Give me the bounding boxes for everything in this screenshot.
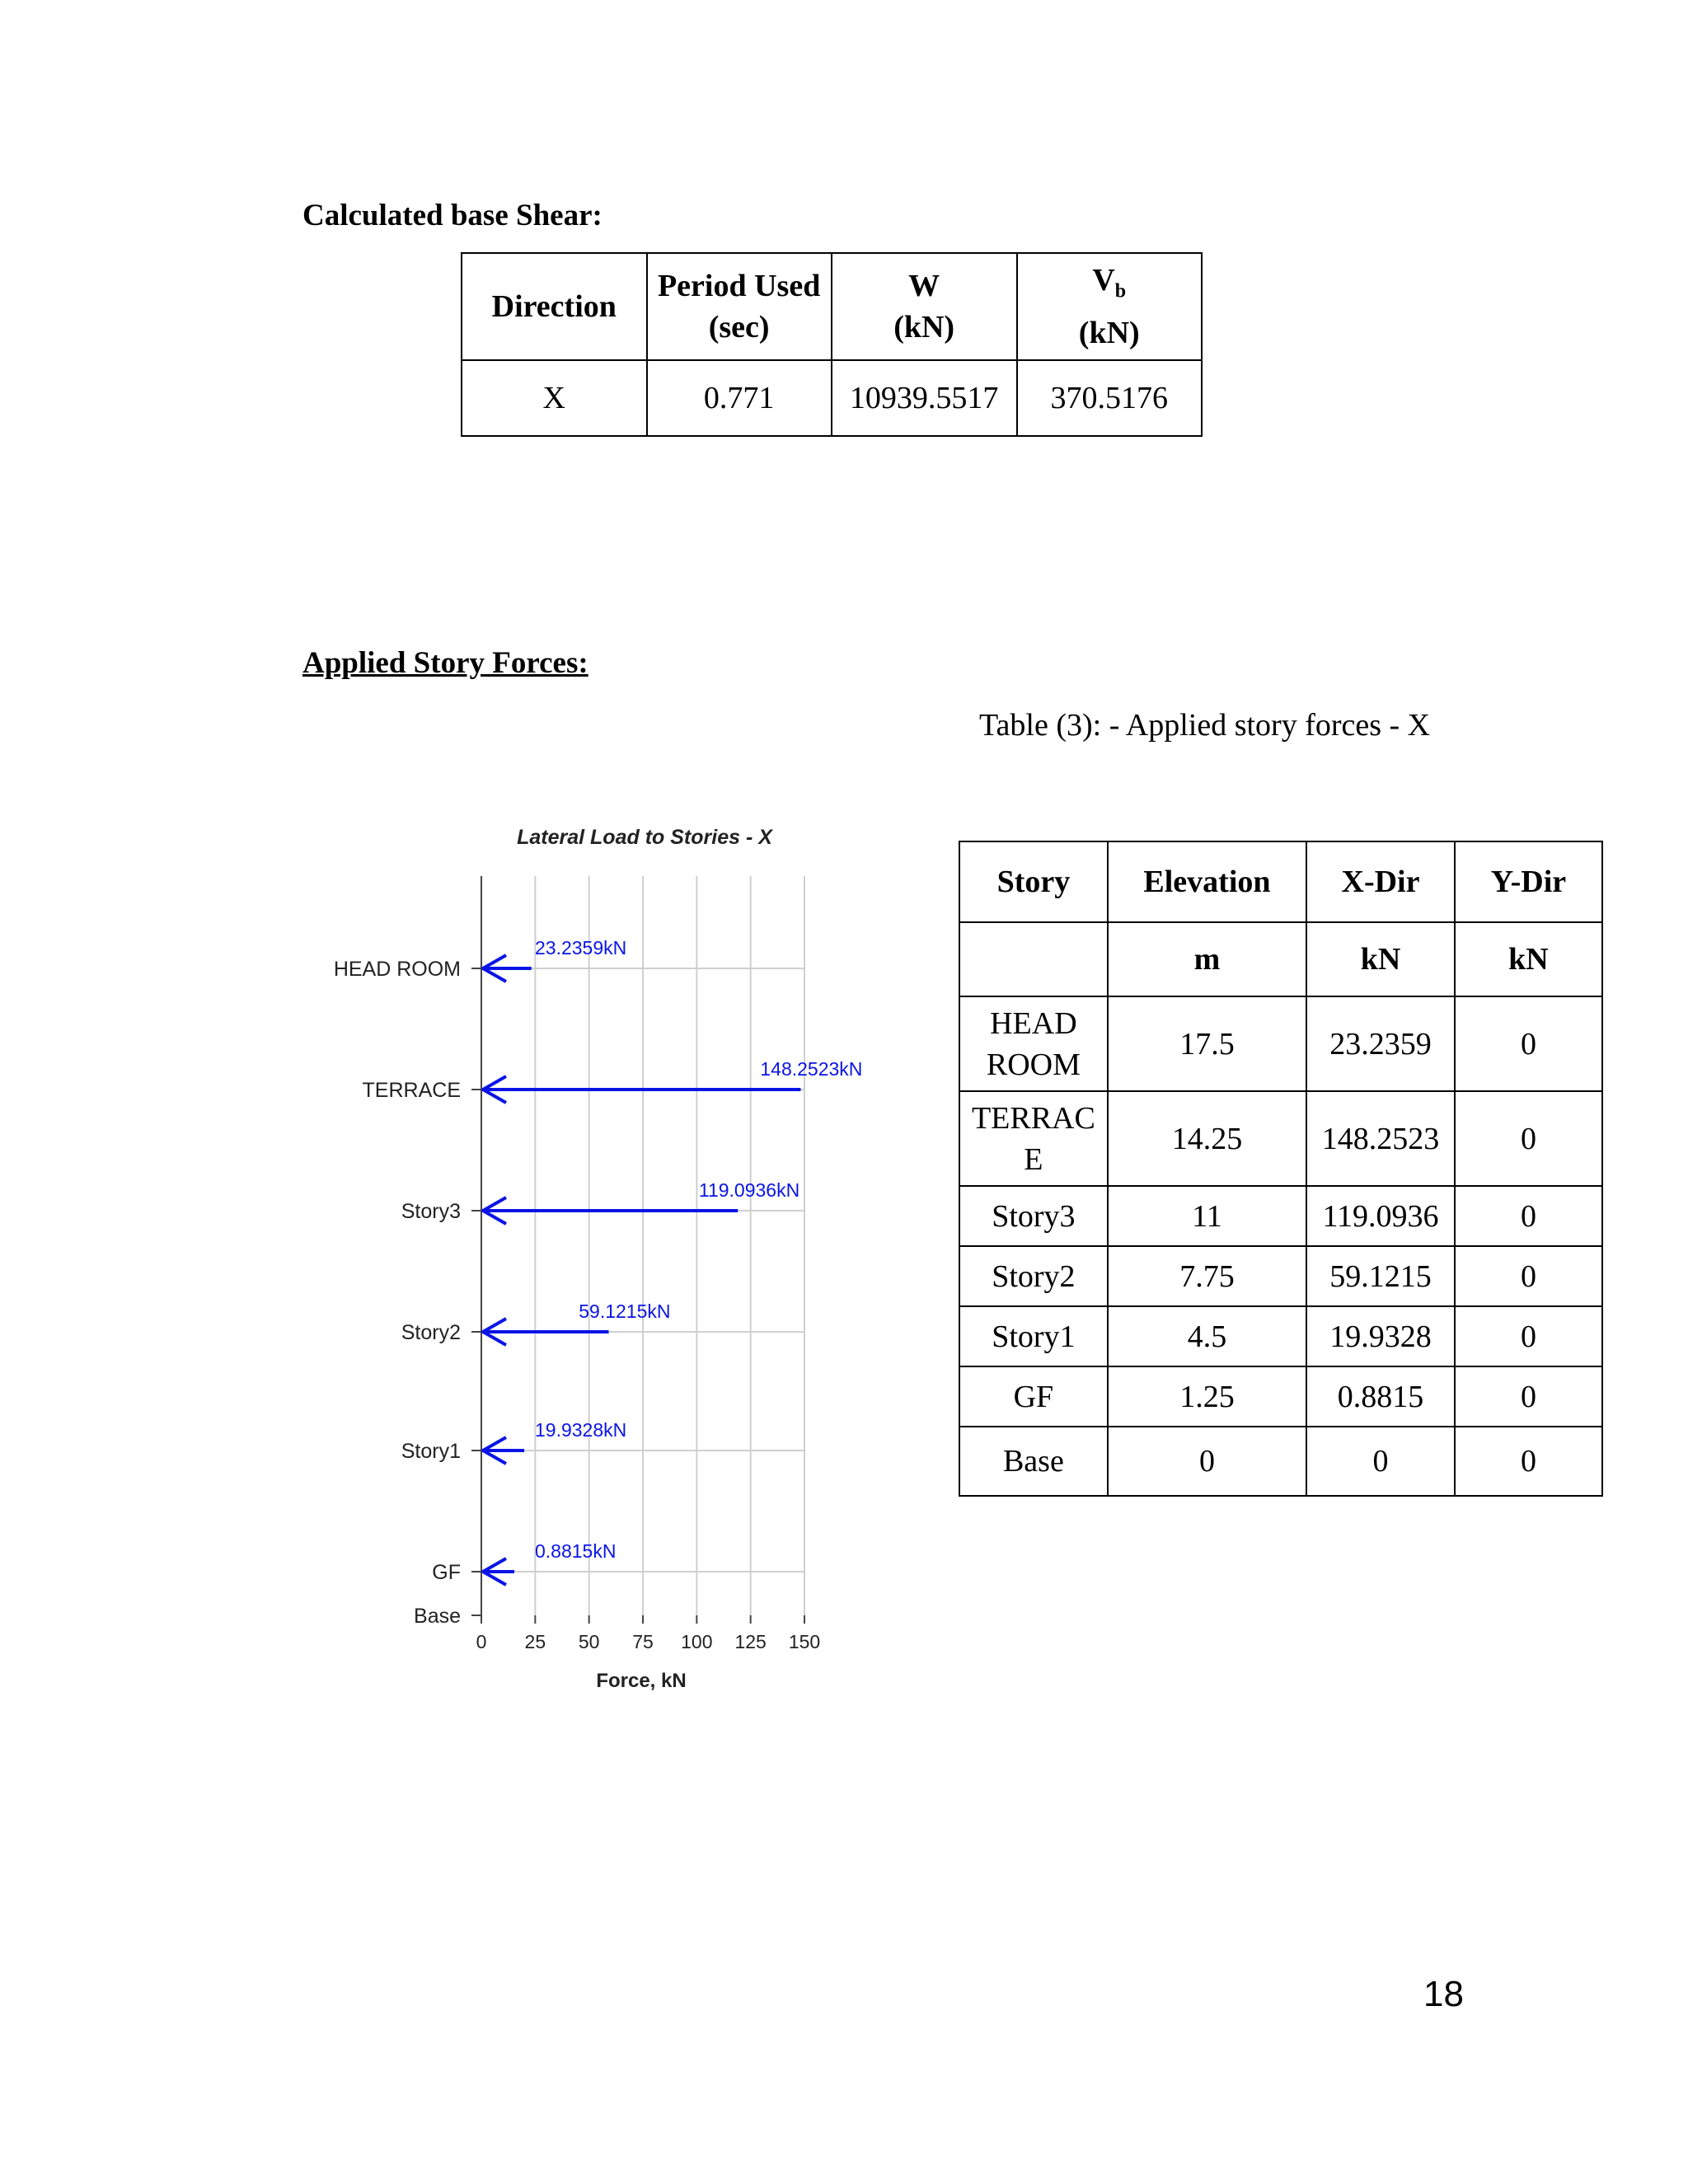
cell-y-dir: 0 (1455, 1366, 1602, 1427)
header-direction: Direction (462, 253, 647, 360)
cell-x-dir: 59.1215 (1306, 1246, 1455, 1306)
cell-x-dir: 23.2359 (1306, 996, 1455, 1091)
y-tick-label: Story1 (401, 1440, 461, 1463)
cell-story: Story3 (959, 1186, 1108, 1246)
cell-vb: 370.5176 (1017, 360, 1203, 436)
cell-y-dir: 0 (1455, 1306, 1602, 1366)
table-header-row (462, 253, 1202, 360)
lateral-load-chart (305, 820, 882, 1702)
x-tick-label: 25 (524, 1631, 546, 1652)
unit-elevation: m (1108, 922, 1306, 996)
cell-y-dir: 0 (1455, 1427, 1602, 1496)
table-row (959, 1366, 1602, 1427)
data-label: 19.9328kN (535, 1419, 627, 1441)
x-tick-label: 75 (632, 1631, 654, 1652)
base-shear-table (461, 252, 1203, 437)
cell-elevation: 14.25 (1108, 1091, 1306, 1186)
data-label: 0.8815kN (535, 1540, 617, 1562)
cell-x-dir: 0.8815 (1306, 1366, 1455, 1427)
unit-x-dir: kN (1306, 922, 1455, 996)
table-caption: Table (3): - Applied story forces - X (979, 708, 1431, 743)
cell-story: TERRAC E (959, 1091, 1108, 1186)
chart-marks (483, 937, 862, 1585)
header-period: Period Used (sec) (647, 253, 832, 360)
cell-period: 0.771 (647, 360, 832, 436)
data-label: 59.1215kN (579, 1301, 671, 1322)
cell-story: HEAD ROOM (959, 996, 1108, 1091)
page-number: 18 (1423, 1974, 1464, 2014)
cell-y-dir: 0 (1455, 1186, 1602, 1246)
header-x-dir: X-Dir (1306, 841, 1455, 922)
cell-x-dir: 119.0936 (1306, 1186, 1455, 1246)
chart-axes (334, 876, 820, 1652)
cell-elevation: 1.25 (1108, 1366, 1306, 1427)
cell-elevation: 17.5 (1108, 996, 1306, 1091)
x-tick-label: 150 (788, 1631, 821, 1652)
chart-grid (481, 876, 804, 1615)
cell-story: Story1 (959, 1306, 1108, 1366)
cell-weight: 10939.5517 (832, 360, 1017, 436)
cell-x-dir: 19.9328 (1306, 1306, 1455, 1366)
unit-story (959, 922, 1108, 996)
cell-elevation: 0 (1108, 1427, 1306, 1496)
data-label: 119.0936kN (698, 1179, 800, 1201)
unit-y-dir: kN (1455, 922, 1602, 996)
table-row (462, 360, 1202, 436)
table-row (959, 1091, 1602, 1186)
cell-elevation: 4.5 (1108, 1306, 1306, 1366)
cell-y-dir: 0 (1455, 1091, 1602, 1186)
x-axis-label: Force, kN (596, 1670, 687, 1692)
y-tick-label: HEAD ROOM (333, 958, 461, 981)
cell-story: Base (959, 1427, 1108, 1496)
cell-story: GF (959, 1366, 1108, 1427)
table-units-row (959, 922, 1602, 996)
header-elevation: Elevation (1108, 841, 1306, 922)
header-y-dir: Y-Dir (1455, 841, 1602, 922)
data-label: 148.2523kN (760, 1058, 863, 1080)
table-row (959, 996, 1602, 1091)
cell-elevation: 11 (1108, 1186, 1306, 1246)
y-tick-label: TERRACE (362, 1079, 461, 1102)
story-forces-table (959, 841, 1603, 1497)
x-tick-label: 50 (578, 1631, 600, 1652)
cell-direction: X (462, 360, 647, 436)
cell-story: Story2 (959, 1246, 1108, 1306)
x-tick-label: 0 (476, 1631, 487, 1652)
table-header-row (959, 841, 1602, 922)
section-heading-story-forces: Applied Story Forces: (302, 646, 588, 680)
data-label: 23.2359kN (535, 937, 627, 958)
cell-x-dir: 148.2523 (1306, 1091, 1455, 1186)
cell-elevation: 7.75 (1108, 1246, 1306, 1306)
cell-x-dir: 0 (1306, 1427, 1455, 1496)
cell-y-dir: 0 (1455, 1246, 1602, 1306)
table-row (959, 1246, 1602, 1306)
header-weight: W (kN) (832, 253, 1017, 360)
header-vb: $V_b$ (kN) (1017, 253, 1203, 360)
y-tick-label: Base (414, 1605, 461, 1628)
table-row (959, 1306, 1602, 1366)
x-tick-label: 100 (681, 1631, 713, 1652)
y-tick-label: GF (432, 1561, 461, 1584)
table-row (959, 1186, 1602, 1246)
x-tick-label: 125 (734, 1631, 767, 1652)
section-heading-base-shear: Calculated base Shear: (302, 199, 603, 232)
chart-title: Lateral Load to Stories - X (517, 826, 772, 849)
y-tick-label: Story3 (401, 1200, 461, 1223)
header-story: Story (959, 841, 1108, 922)
cell-y-dir: 0 (1455, 996, 1602, 1091)
table-row (959, 1427, 1602, 1496)
y-tick-label: Story2 (401, 1321, 461, 1344)
